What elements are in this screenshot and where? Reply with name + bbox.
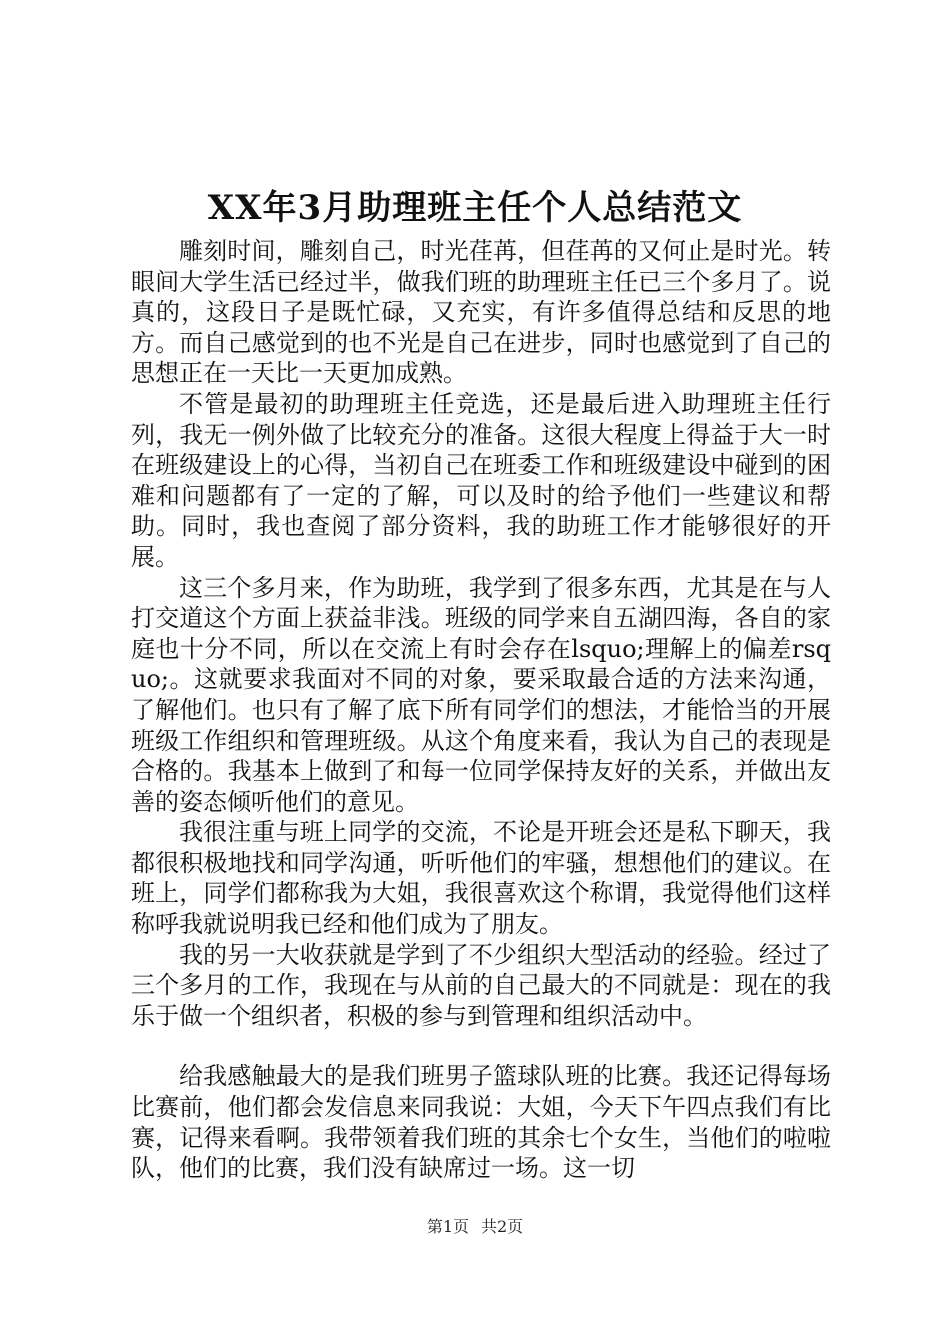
page-number: 第1页	[426, 1217, 469, 1236]
paragraph-3: 这三个多月来，作为助班，我学到了很多东西，尤其是在与人打交道这个方面上获益非浅。班级的同学来自五湖四海，各自的家庭也十分不同，所以在交流上有时会存在lsquo;理解上的偏差rsquo;。这就要求我面对不同的对象，要采取最合适的方法来沟通，了解他们。也只有了解了底下所有同学们的想法，才能恰当的开展班级工作组织和管理班级。从这个角度来看，我认为自己的表现是合格的。我基本上做到了和每一位同学保持友好的关系，并做出友善的姿态倾听他们的意见。	[131, 573, 831, 816]
document-body	[131, 236, 831, 1184]
paragraph-6: 给我感触最大的是我们班男子篮球队班的比赛。我还记得每场比赛前，他们都会发信息来同我说：大姐，今天下午四点我们有比赛，记得来看啊。我带领着我们班的其余七个女生，当他们的啦啦队，他们的比赛，我们没有缺席过一场。这一切	[131, 1062, 831, 1183]
document-title: XX年3月助理班主任个人总结范文	[207, 188, 743, 228]
page-total: 共2页	[481, 1217, 524, 1236]
paragraph-4: 我很注重与班上同学的交流，不论是开班会还是私下聊天，我都很积极地找和同学沟通，听听他们的牢骚，想想他们的建议。在班上，同学们都称我为大姐，我很喜欢这个称谓，我觉得他们这样称呼我就说明我已经和他们成为了朋友。	[131, 818, 831, 939]
paragraph-2: 不管是最初的助理班主任竞选，还是最后进入助理班主任行列，我无一例外做了比较充分的准备。这很大程度上得益于大一时在班级建设上的心得，当初自己在班委工作和班级建设中碰到的困难和问题都有了一定的了解，可以及时的给予他们一些建议和帮助。同时，我也查阅了部分资料，我的助班工作才能够很好的开展。	[131, 389, 831, 571]
paragraph-5: 我的另一大收获就是学到了不少组织大型活动的经验。经过了三个多月的工作，我现在与从前的自己最大的不同就是：现在的我乐于做一个组织者，积极的参与到管理和组织活动中。	[131, 940, 831, 1030]
paragraph-1: 雕刻时间，雕刻自己，时光荏苒，但荏苒的又何止是时光。转眼间大学生活已经过半，做我们班的助理班主任已三个多月了。说真的，这段日子是既忙碌，又充实，有许多值得总结和反思的地方。而自己感觉到的也不光是自己在进步，同时也感觉到了自己的思想正在一天比一天更加成熟。	[131, 237, 831, 388]
page-footer	[0, 1216, 950, 1238]
